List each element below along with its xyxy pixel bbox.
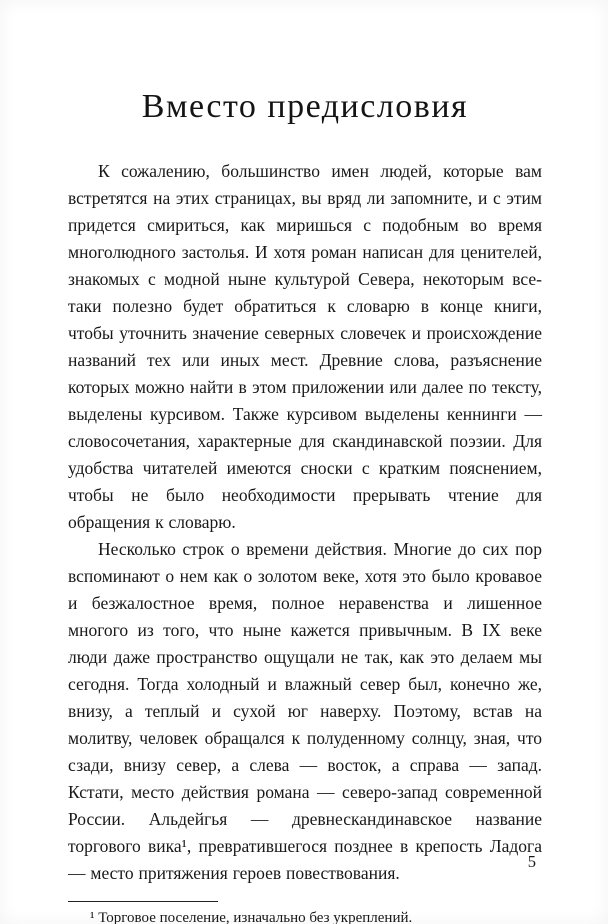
footnote: ¹ Торговое поселение, изначально без укреплений. (90, 910, 413, 924)
footnote-divider (68, 901, 218, 902)
paragraph: К сожалению, большинство имен людей, которые вам встретятся на этих страницах, вы вряд ли запомните, и с этим придется смириться, как миришься с подобным во время многолюдного застолья. И хотя роман написан для ценителей, знакомых с модной ныне культурой Севера, некоторым все-таки полезно будет обратиться к словарю в конце книги, чтобы уточнить значение северных словечек и происхождение названий тех или иных мест. Древние слова, разъяснение которых можно найти в этом приложении или далее по тексту, выделены курсивом. Также курсивом выделены кеннинги — словосочетания, характерные для скандинавской поэзии. Для удобства читателей имеются сноски с кратким пояснением, чтобы не было необходимости прерывать чтение для обращения к словарю. (68, 161, 542, 532)
footnote-block (68, 901, 542, 924)
chapter-title: Вместо предисловия (141, 88, 469, 125)
page-number: 5 (527, 852, 536, 871)
paragraph: Несколько строк о времени действия. Многие до сих пор вспоминают о нем как о золотом веке, хотя это было кровавое и безжалостное время, полное неравенства и лишенное многого из того, что ныне кажется привычным. В IX веке люди даже пространство ощущали не так, как это делаем мы сегодня. Тогда холодный и влажный север был, конечно же, внизу, а теплый и сухой юг наверху. Поэтому, встав на молитву, человек обращался к полуденному солнцу, зная, что сзади, внизу север, а слева — восток, а справа — запад. Кстати, место действия романа — северо-запад современной России. Альдейгья — древнескандинавское название торгового вика¹, превратившегося позднее в крепость Ладога — место притяжения героев повествования. (68, 539, 542, 883)
